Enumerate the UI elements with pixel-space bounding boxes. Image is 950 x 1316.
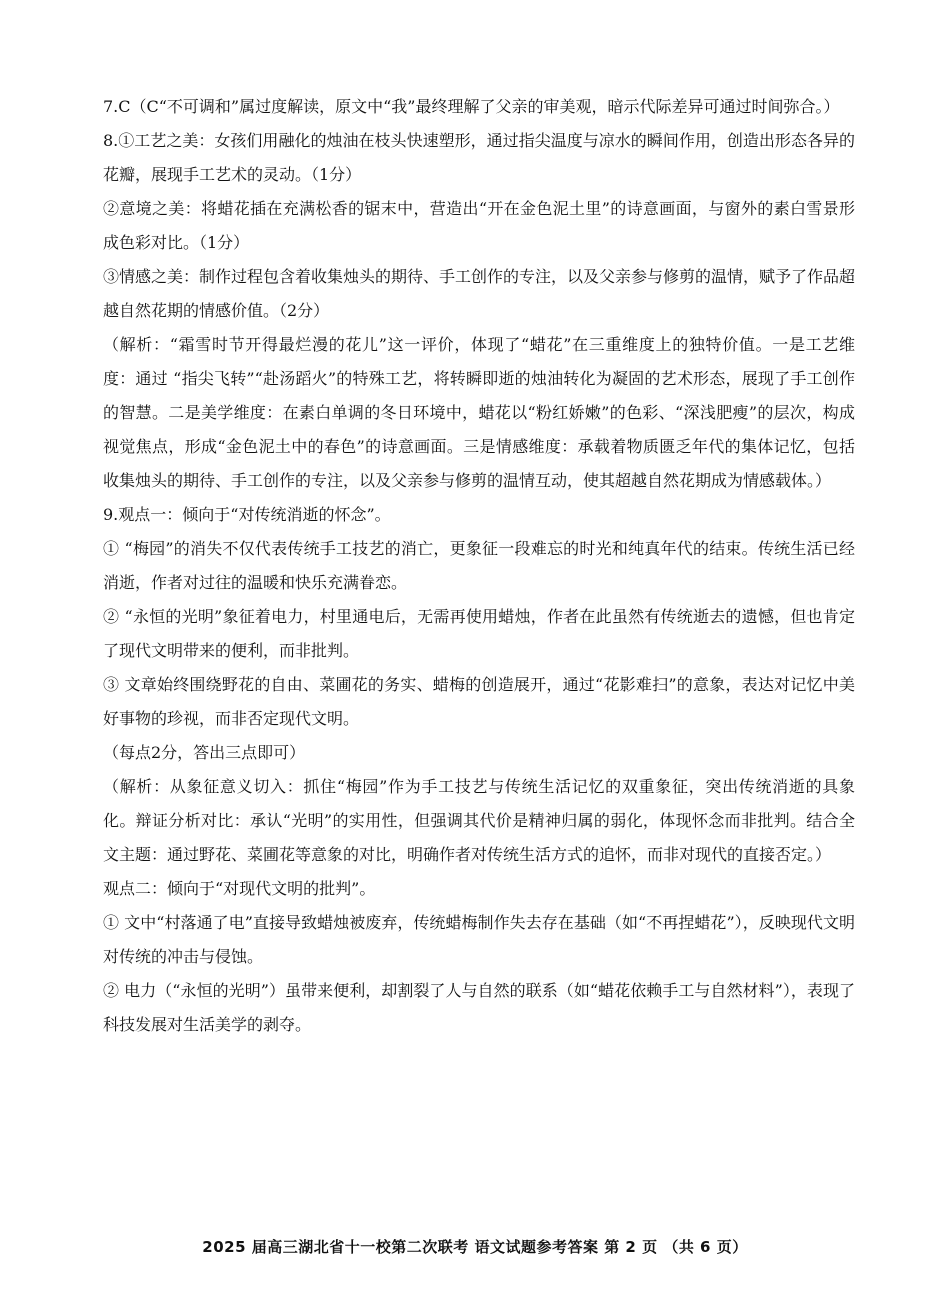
answer-9-view-1-point-2: ② “永恒的光明”象征着电力，村里通电后，无需再使用蜡烛，作者在此虽然有传统逝去的遗憾，但也肯定了现代文明带来的便利，而非批判。 [103,607,855,660]
answer-9-view-2-heading: 观点二：倾向于“对现代文明的批判”。 [103,879,376,898]
answer-7: 7.C（C“不可调和”属过度解读，原文中“我”最终理解了父亲的审美观，暗示代际差异可通过时间弥合。） [103,97,840,116]
answer-8-point-2: ②意境之美：将蜡花插在充满松香的锯末中，营造出“开在金色泥土里”的诗意画面，与窗外的素白雪景形成色彩对比。（1分） [103,199,855,252]
answer-9-view-1-point-3: ③ 文章始终围绕野花的自由、菜圃花的务实、蜡梅的创造展开，通过“花影难扫”的意象，表达对记忆中美好事物的珍视，而非否定现代文明。 [103,675,855,728]
answer-8-analysis: （解析：“霜雪时节开得最烂漫的花儿”这一评价，体现了“蜡花”在三重维度上的独特价值。一是工艺维度：通过 “指尖飞转”“赴汤蹈火”的特殊工艺，将转瞬即逝的烛油转化为凝固的艺术形态，展现了手工创作的智慧。二是美学维度：在素白单调的冬日环境中，蜡花以“粉红娇嫩”的色彩、“深浅肥瘦”的层次，构成视觉焦点，形成“金色泥土中的春色”的诗意画面。三是情感维度：承载着物质匮乏年代的集体记忆，包括收集烛头的期待、手工创作的专注，以及父亲参与修剪的温情互动，使其超越自然花期成为情感载体。） [103,335,855,490]
answer-8-point-1: 8.①工艺之美：女孩们用融化的烛油在枝头快速塑形，通过指尖温度与凉水的瞬间作用，创造出形态各异的花瓣，展现手工艺术的灵动。（1分） [103,131,855,184]
answer-9-view-1-heading: 9.观点一：倾向于“对传统消逝的怀念”。 [103,505,391,524]
answer-8-point-3: ③情感之美：制作过程包含着收集烛头的期待、手工创作的专注，以及父亲参与修剪的温情，赋予了作品超越自然花期的情感价值。（2分） [103,267,856,320]
answer-9-scoring-note: （每点2分，答出三点即可） [103,743,306,762]
answer-content [103,90,855,1042]
answer-9-view-2-point-2: ② 电力（“永恒的光明”）虽带来便利，却割裂了人与自然的联系（如“蜡花依赖手工与自然材料”），表现了科技发展对生活美学的剥夺。 [103,981,855,1034]
page-footer: 2025 届高三湖北省十一校第二次联考 语文试题参考答案 第 2 页 （共 6 页） [202,1238,748,1256]
answer-9-view-1-point-1: ① “梅园”的消失不仅代表传统手工技艺的消亡，更象征一段难忘的时光和纯真年代的结束。传统生活已经消逝，作者对过往的温暖和快乐充满眷恋。 [103,539,855,592]
answer-9-analysis: （解析：从象征意义切入：抓住“梅园”作为手工技艺与传统生活记忆的双重象征，突出传统消逝的具象化。辩证分析对比：承认“光明”的实用性，但强调其代价是精神归属的弱化，体现怀念而非批判。结合全文主题：通过野花、菜圃花等意象的对比，明确作者对传统生活方式的追怀，而非对现代的直接否定。） [103,777,855,864]
answer-9-view-2-point-1: ① 文中“村落通了电”直接导致蜡烛被废弃，传统蜡梅制作失去存在基础（如“不再捏蜡花”），反映现代文明对传统的冲击与侵蚀。 [103,913,855,966]
